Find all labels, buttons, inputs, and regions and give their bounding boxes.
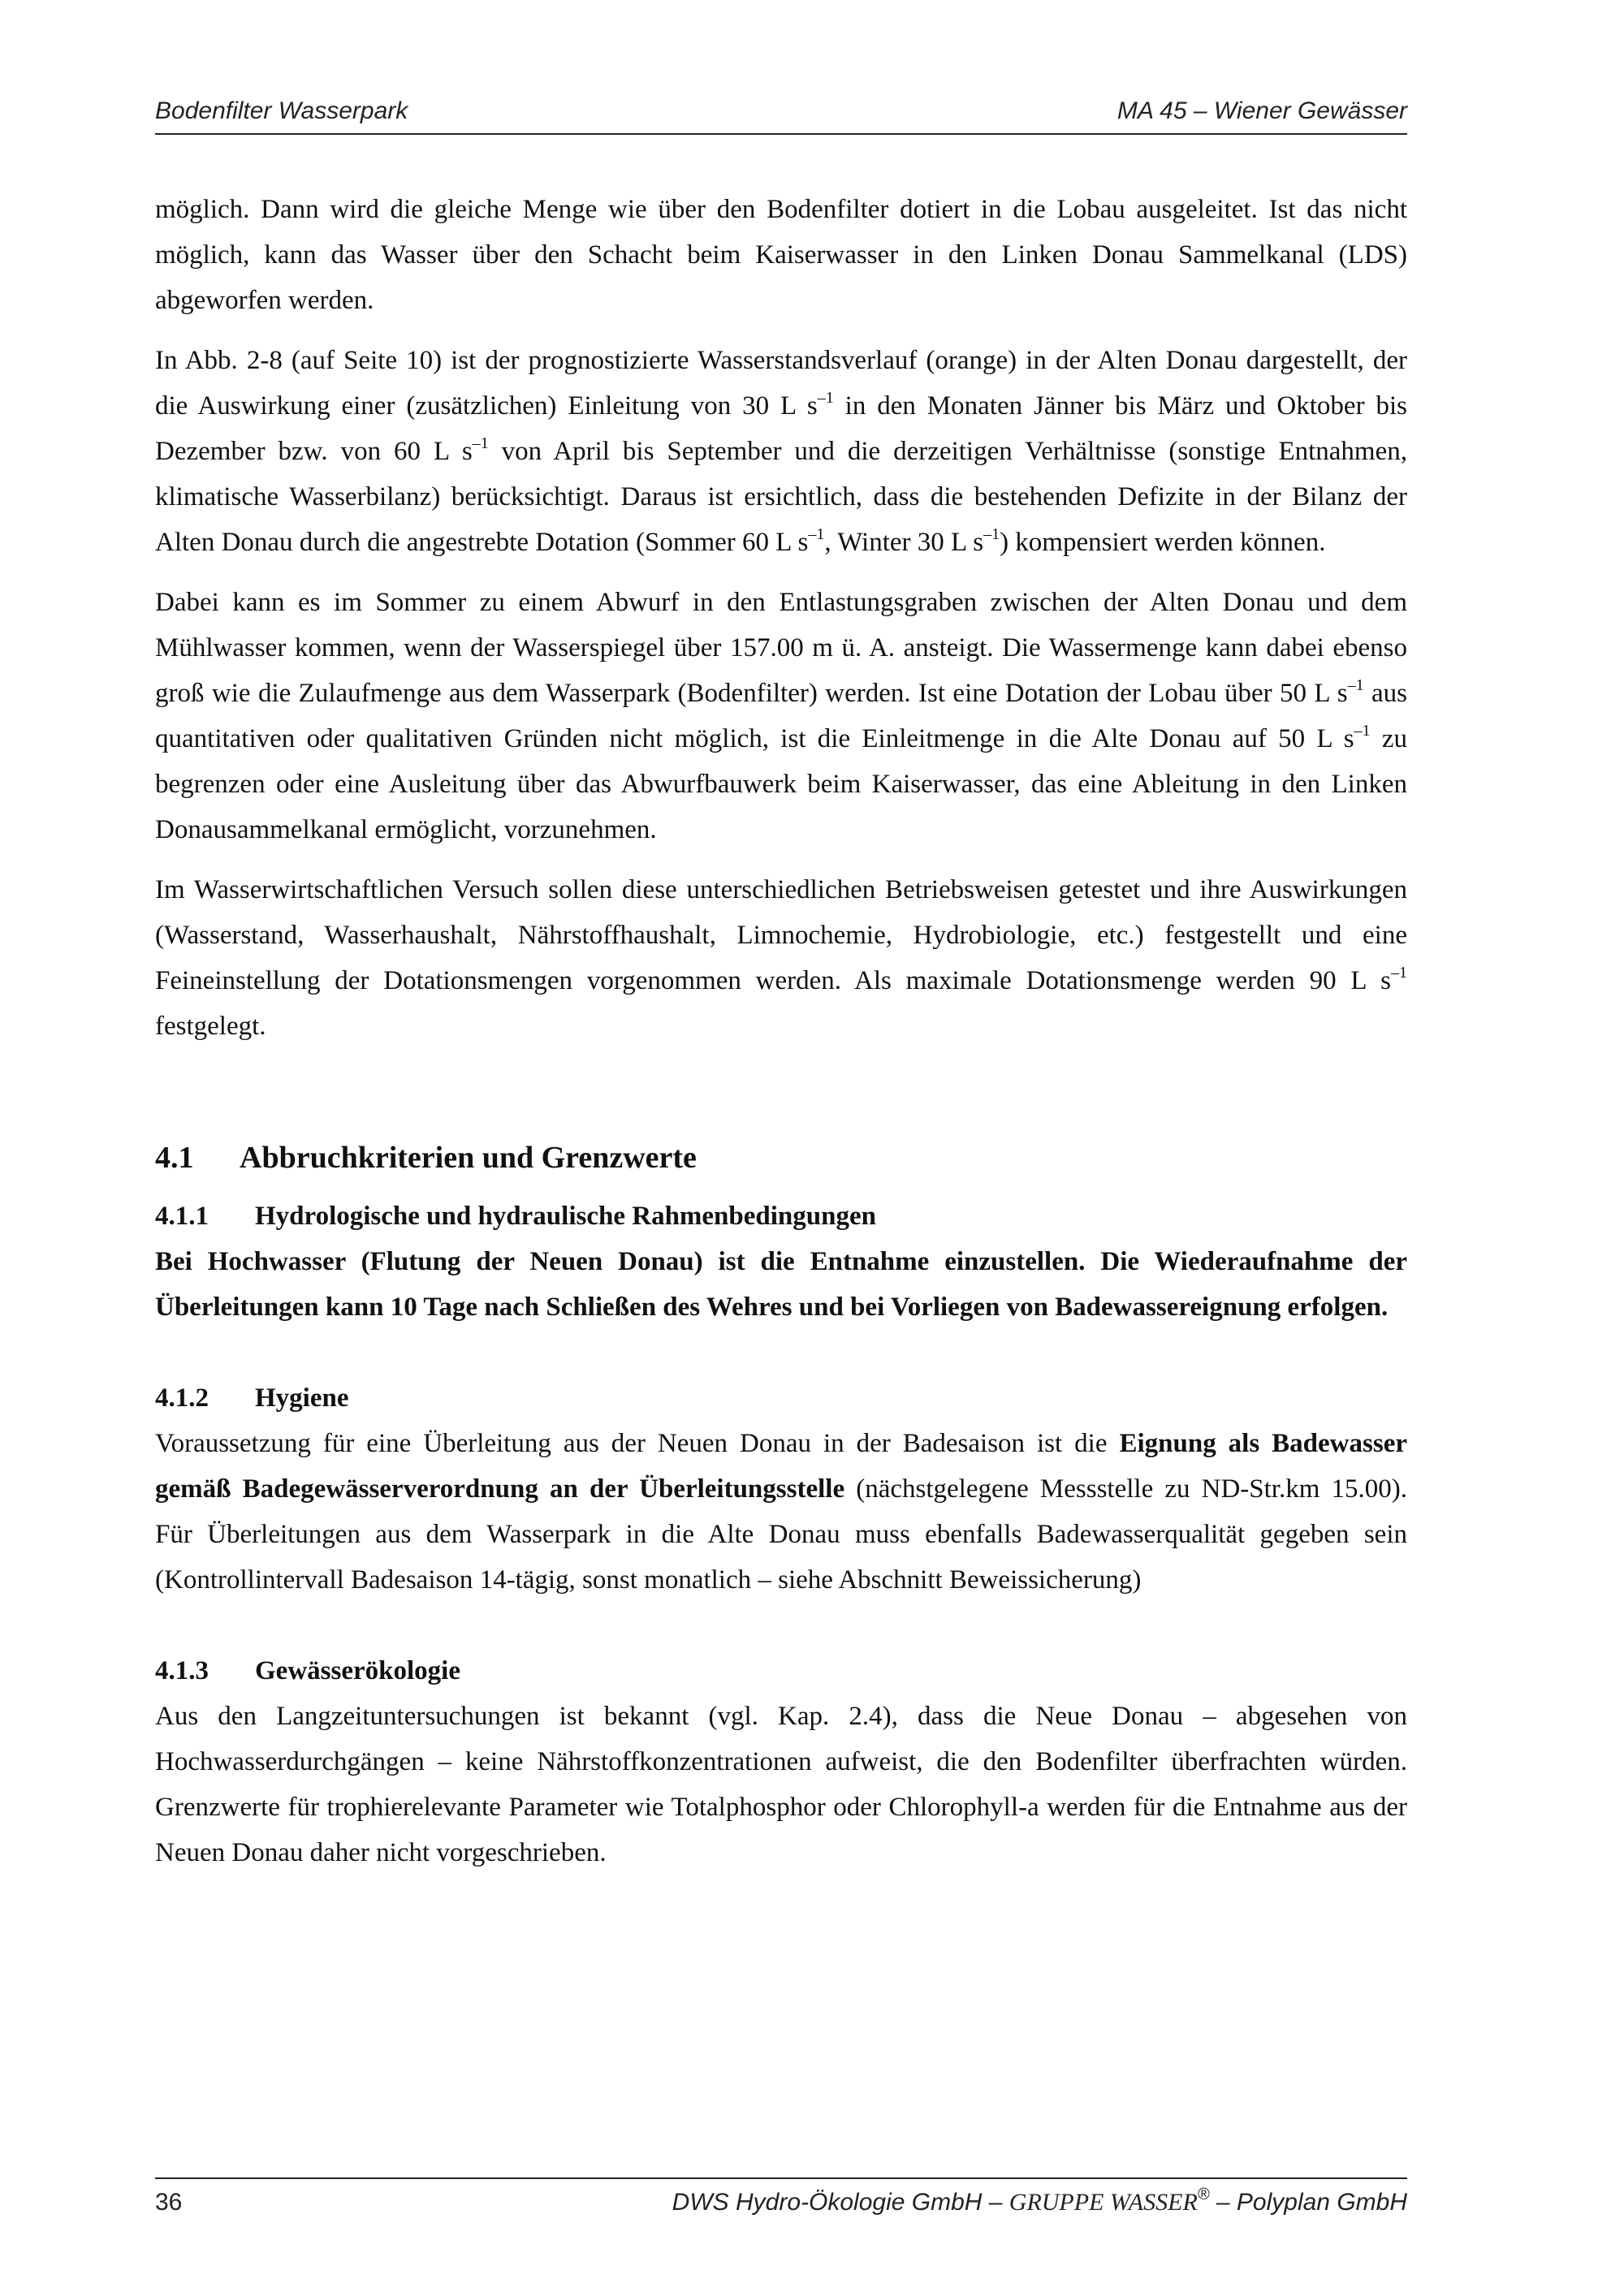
section-heading-4-1-3: 4.1.3 Gewässerökologie — [155, 1656, 460, 1685]
header-document-title: Bodenfilter Wasserpark — [155, 97, 408, 124]
paragraph: In Abb. 2-8 (auf Seite 10) ist der prognostizierte Wasserstandsverlauf (orange) in der Alten Donau dargestellt, der die Auswirkung einer (zusätzlichen) Einleitung von 30 L $s^{-1}$ in den Monaten Jänner bis März und Oktober bis Dezember bzw. von 60 L $s^{-1}$ von April bis September und die derzeitigen Verhältnisse (sonstige Entnahmen, klimatische Wasserbilanz) berücksichtigt. Daraus ist ersichtlich, dass die bestehenden Defizite in der Bilanz der Alten Donau durch die angestrebte Dotation (Sommer 60 L $s^{-1}$, Winter 30 L $s^{-1}$) kompensiert werden können. — [155, 346, 1407, 557]
section-heading-4-1-1: 4.1.1 Hydrologische und hydraulische Rahmenbedingungen — [155, 1202, 876, 1231]
paragraph: Dabei kann es im Sommer zu einem Abwurf in den Entlastungsgraben zwischen der Alten Donau und dem Mühlwasser kommen, wenn der Wasserspiegel über 157.00 m ü. A. ansteigt. Die Wassermenge kann dabei ebenso groß wie die Zulaufmenge aus dem Wasserpark (Bodenfilter) werden. Ist eine Dotation der Lobau über 50 L $s^{-1}$ aus quantitativen oder qualitativen Gründen nicht möglich, ist die Einleitmenge in die Alte Donau auf 50 L $s^{-1}$ zu begrenzen oder eine Ausleitung über das Abwurfbauwerk beim Kaiserwasser, das eine Ableitung in den Linken Donausammelkanal ermöglicht, vorzunehmen. — [155, 588, 1407, 844]
paragraph: Im Wasserwirtschaftlichen Versuch sollen diese unterschiedlichen Betriebsweisen getestet und ihre Auswirkungen (Wasserstand, Wasserhaushalt, Nährstoffhaushalt, Limnochemie, Hydrobiologie, etc.) festgestellt und eine Feineinstellung der Dotationsmengen vorgenommen werden. Als maximale Dotationsmenge werden 90 L $s^{-1}$ festgelegt. — [155, 875, 1407, 1041]
paragraph: möglich. Dann wird die gleiche Menge wie über den Bodenfilter dotiert in die Lobau ausgeleitet. Ist das nicht möglich, kann das Wasser über den Schacht beim Kaiserwasser in den Linken Donau Sammelkanal (LDS) abgeworfen werden. — [155, 195, 1407, 315]
header-organization: MA 45 – Wiener Gewässer — [1116, 97, 1407, 124]
page-body — [155, 187, 1407, 1890]
page-number: 36 — [155, 2189, 183, 2216]
paragraph: Aus den Langzeituntersuchungen ist bekannt (vgl. Kap. 2.4), dass die Neue Donau – abgesehen von Hochwasserdurchgängen – keine Nährstoffkonzentrationen aufweist, die den Bodenfilter überfrachten würden. Grenzwerte für trophierelevante Parameter wie Totalphosphor oder Chlorophyll-a werden für die Entnahme aus der Neuen Donau daher nicht vorgeschrieben. — [155, 1702, 1407, 1867]
page-header — [155, 91, 1407, 135]
page-footer — [155, 2177, 1407, 2228]
section-heading-4-1-2: 4.1.2 Hygiene — [155, 1383, 349, 1413]
paragraph: Voraussetzung für eine Überleitung aus der Neuen Donau in der Badesaison ist die Eignung als Badewasser gemäß Badegewässerverordnung an der Überleitungsstelle (nächstgelegene Messstelle zu ND-Str.km 15.00). Für Überleitungen aus dem Wasserpark in die Alte Donau muss ebenfalls Badewasserqualität gegeben sein (Kontrollintervall Badesaison 14-tägig, sonst monatlich – siehe Abschnitt Beweissicherung) — [155, 1429, 1407, 1595]
footer-authors: DWS Hydro-Ökologie GmbH – GRUPPE WASSER® – Polyplan GmbH — [672, 2186, 1407, 2216]
paragraph-bold: Bei Hochwasser (Flutung der Neuen Donau) ist die Entnahme einzustellen. Die Wiederaufnahme der Überleitungen kann 10 Tage nach Schließen des Wehres und bei Vorliegen von Badewassereignung erfolgen. — [155, 1247, 1407, 1322]
section-heading-4-1: 4.1 Abbruchkriterien und Grenzwerte — [155, 1141, 697, 1175]
